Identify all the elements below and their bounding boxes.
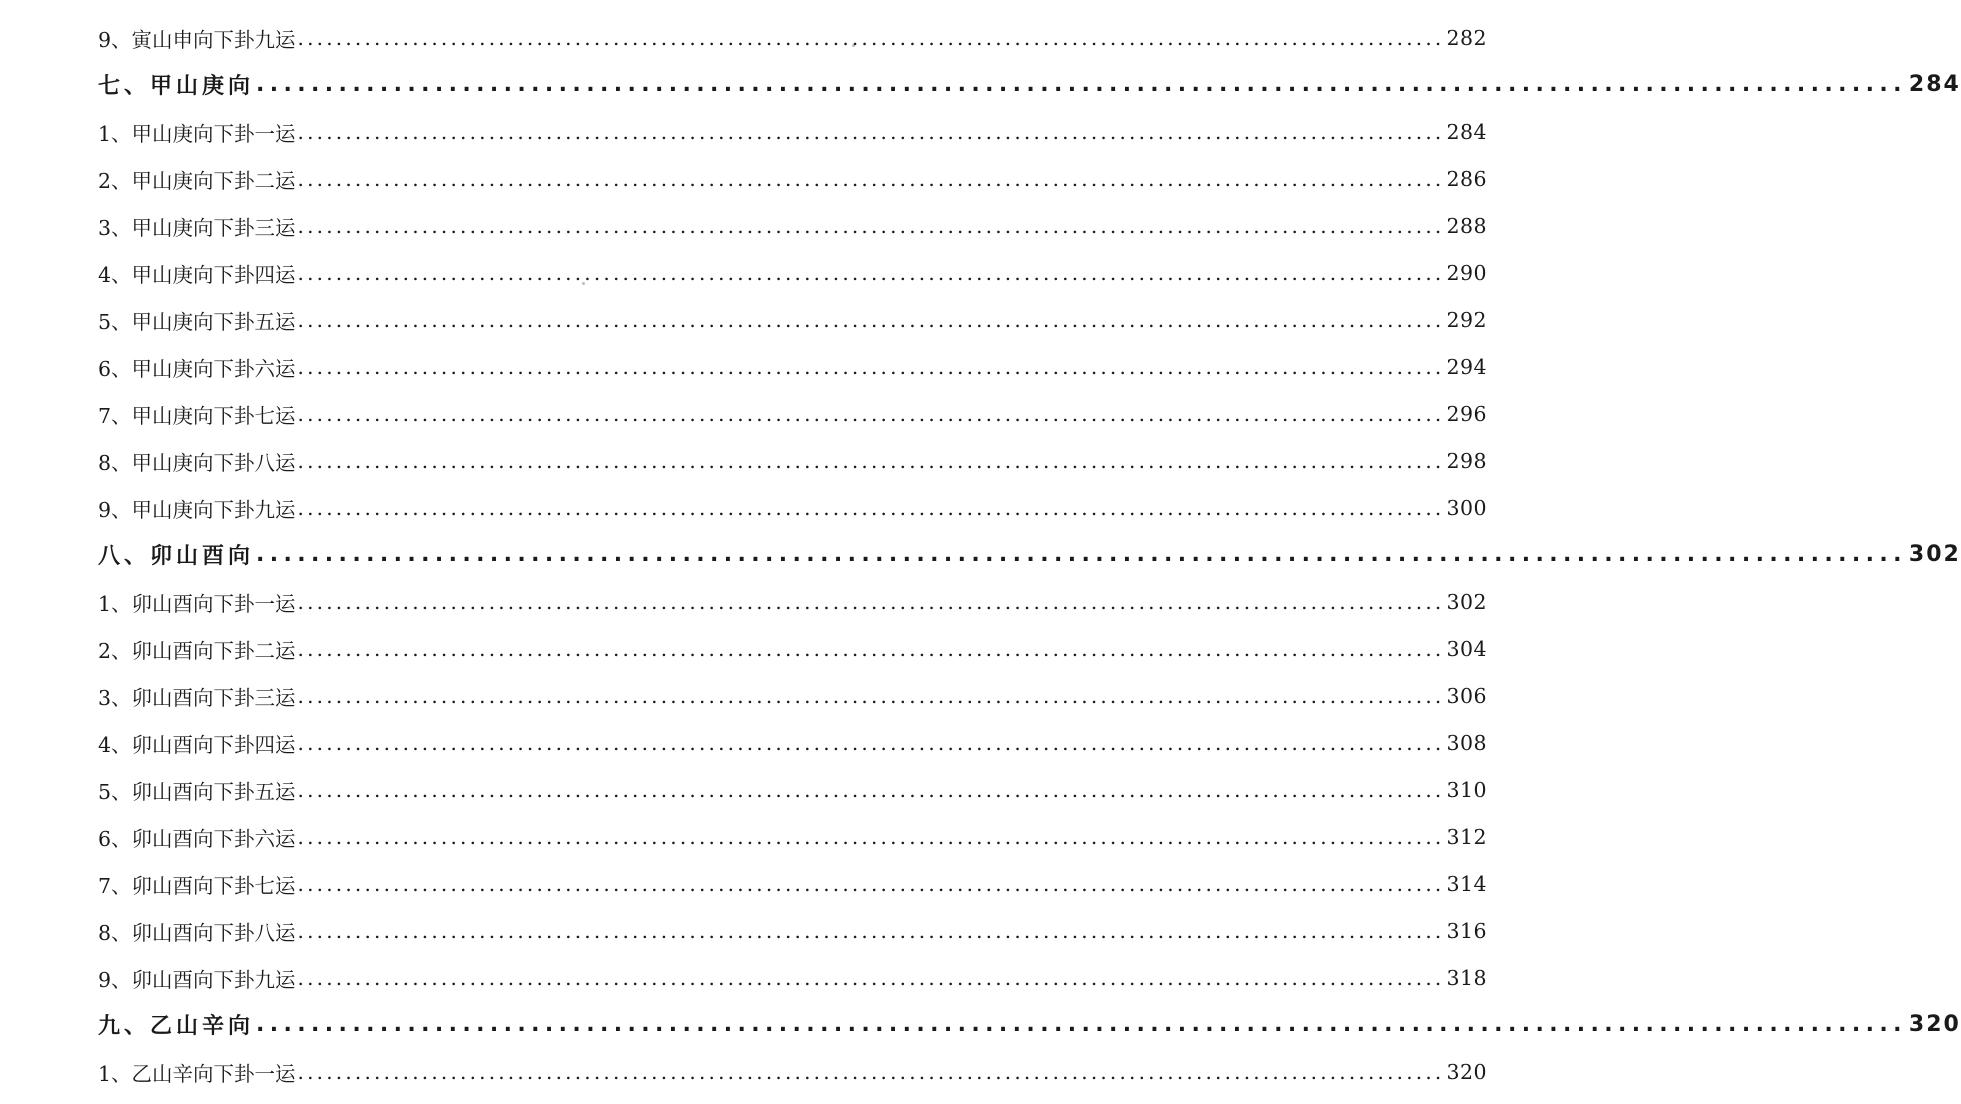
toc-entry[interactable] [0,766,1488,813]
toc-entry-page: 300 [1446,495,1488,520]
toc-entry-page: 310 [1446,777,1488,802]
dot-leader: ........................................................................................................................ [297,448,1445,473]
dot-leader: ........................................................................................................................ [297,25,1445,50]
toc-entry[interactable] [0,296,1488,343]
toc-entry[interactable] [0,343,1488,390]
toc-entry[interactable] [0,672,1488,719]
toc-entry-title: 8、甲山庚向下卦八运 [98,446,298,476]
toc-entry-title: 3、甲山庚向下卦三运 [98,211,298,241]
toc-entry-title: 5、卯山酉向下卦五运 [98,775,298,805]
toc-entry[interactable] [0,907,1488,954]
toc-entry[interactable] [0,484,1488,531]
table-of-contents [0,14,1961,1095]
dot-leader: ........................................................................................................................ [297,683,1445,708]
toc-entry[interactable] [0,249,1488,296]
toc-entry-title: 9、甲山庚向下卦九运 [98,493,298,523]
toc-entry-title: 4、甲山庚向下卦四运 [98,258,298,288]
dot-leader: ........................................................................................................................ [297,1059,1445,1084]
dot-leader: ........................................................................................................................ [297,824,1445,849]
toc-chapter-title: 九、乙山辛向 [98,1009,256,1040]
dot-leader: ........................................................................................................................ [297,354,1445,379]
toc-entry[interactable] [0,813,1488,860]
toc-entry-title: 7、卯山酉向下卦七运 [98,869,298,899]
toc-entry[interactable] [0,1048,1488,1095]
toc-entry-page: 308 [1446,730,1488,755]
toc-entry-page: 290 [1446,260,1488,285]
toc-entry-page: 312 [1446,824,1488,849]
dot-leader: ........................................................................................................................ [297,636,1445,661]
toc-chapter-page: 320 [1908,1012,1961,1037]
toc-entry-page: 292 [1446,307,1488,332]
toc-entry-title: 6、甲山庚向下卦六运 [98,352,298,382]
toc-chapter-page: 302 [1908,542,1961,567]
toc-entry-page: 296 [1446,401,1488,426]
toc-chapter-heading[interactable] [0,1001,1961,1048]
toc-entry[interactable] [0,202,1488,249]
toc-entry-page: 318 [1446,965,1488,990]
toc-entry-page: 282 [1446,25,1488,50]
toc-chapter-title: 八、卯山酉向 [98,539,256,570]
toc-entry-title: 1、卯山酉向下卦一运 [98,587,298,617]
dot-leader: ........................................................................................................................ [297,166,1445,191]
dot-leader: ........................................................................................................................ [297,965,1445,990]
toc-entry-page: 306 [1446,683,1488,708]
dot-leader: ........................................................................................................................ [256,542,1907,567]
toc-entry[interactable] [0,625,1488,672]
dot-leader: ........................................................................................................................ [297,401,1445,426]
dot-leader: ........................................................................................................................ [297,730,1445,755]
toc-entry-page: 288 [1446,213,1488,238]
toc-entry-title: 3、卯山酉向下卦三运 [98,681,298,711]
dot-leader: ........................................................................................................................ [297,213,1445,238]
toc-entry-title: 1、乙山辛向下卦一运 [98,1057,298,1087]
toc-entry-title: 4、卯山酉向下卦四运 [98,728,298,758]
toc-chapter-heading[interactable] [0,61,1961,108]
dot-leader: ........................................................................................................................ [297,589,1445,614]
dot-leader: ........................................................................................................................ [297,777,1445,802]
dot-leader: ........................................................................................................................ [256,1012,1907,1037]
toc-entry[interactable] [0,390,1488,437]
toc-entry-title: 9、卯山酉向下卦九运 [98,963,298,993]
toc-chapter-title: 七、甲山庚向 [98,69,256,100]
toc-entry-title: 7、甲山庚向下卦七运 [98,399,298,429]
toc-entry[interactable] [0,108,1488,155]
toc-entry-title: 1、甲山庚向下卦一运 [98,117,298,147]
toc-entry[interactable] [0,719,1488,766]
toc-entry-page: 314 [1446,871,1488,896]
toc-chapter-page: 284 [1908,72,1961,97]
toc-entry-page: 304 [1446,636,1488,661]
toc-entry[interactable] [0,14,1488,61]
toc-entry-title: 2、卯山酉向下卦二运 [98,634,298,664]
dot-leader: ........................................................................................................................ [297,918,1445,943]
toc-entry-page: 302 [1446,589,1488,614]
dot-leader: ........................................................................................................................ [297,119,1445,144]
dot-leader: ........................................................................................................................ [297,871,1445,896]
toc-entry[interactable] [0,954,1488,1001]
toc-entry[interactable] [0,437,1488,484]
toc-entry[interactable] [0,155,1488,202]
toc-entry-title: 8、卯山酉向下卦八运 [98,916,298,946]
toc-entry-page: 316 [1446,918,1488,943]
toc-entry-page: 320 [1446,1059,1488,1084]
dot-leader: ........................................................................................................................ [256,72,1907,97]
dot-leader: ........................................................................................................................ [297,495,1445,520]
toc-entry-title: 5、甲山庚向下卦五运 [98,305,298,335]
toc-entry-title: 2、甲山庚向下卦二运 [98,164,298,194]
dot-leader: ........................................................................................................................ [297,260,1445,285]
toc-entry-page: 298 [1446,448,1488,473]
dot-leader: ........................................................................................................................ [297,307,1445,332]
toc-entry[interactable] [0,578,1488,625]
toc-entry-page: 286 [1446,166,1488,191]
toc-entry[interactable] [0,860,1488,907]
toc-entry-title: 9、寅山申向下卦九运 [98,23,298,53]
toc-chapter-heading[interactable] [0,531,1961,578]
toc-entry-page: 284 [1446,119,1488,144]
toc-entry-page: 294 [1446,354,1488,379]
toc-entry-title: 6、卯山酉向下卦六运 [98,822,298,852]
